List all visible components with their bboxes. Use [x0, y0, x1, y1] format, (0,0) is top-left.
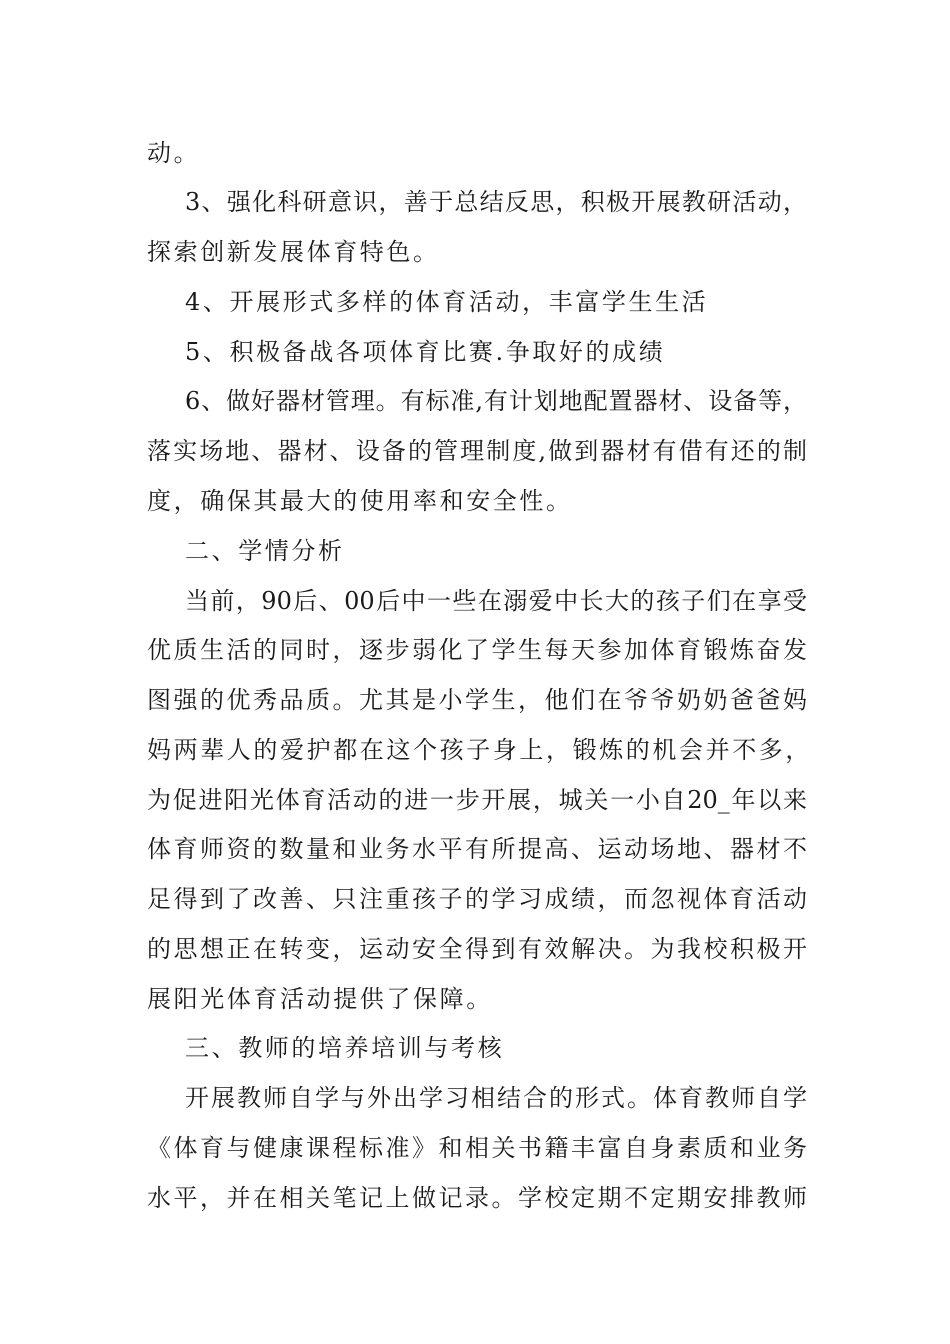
text-line: 探索创新发展体育特色。 [147, 238, 440, 266]
text-line: 动。 [147, 139, 201, 167]
text-line: 开展教师自学与外出学习相结合的形式。体育教师自学 [185, 1084, 807, 1112]
text-line: 优质生活的同时，逐步弱化了学生每天参加体育锻炼奋发 [147, 636, 807, 664]
text-line: 展阳光体育活动提供了保障。 [147, 985, 493, 1013]
text-line: 3、强化科研意识，善于总结反思，积极开展教研活动， [185, 188, 807, 216]
text-line: 4、开展形式多样的体育活动，丰富学生生活 [185, 288, 709, 316]
text-line: 《体育与健康课程标准》和相关书籍丰富自身素质和业务 [147, 1134, 807, 1162]
text-line: 体育师资的数量和业务水平有所提高、运动场地、器材不 [147, 835, 807, 863]
text-line: 落实场地、器材、设备的管理制度,做到器材有借有还的制 [147, 437, 807, 465]
text-line: 足得到了改善、只注重孩子的学习成绩，而忽视体育活动 [147, 885, 807, 913]
text-line: 水平，并在相关笔记上做记录。学校定期不定期安排教师 [147, 1184, 807, 1212]
text-line: 妈两辈人的爱护都在这个孩子身上，锻炼的机会并不多， [147, 736, 812, 764]
section-heading: 三、教师的培养培训与考核 [185, 1034, 505, 1062]
text-line: 图强的优秀品质。尤其是小学生，他们在爷爷奶奶爸爸妈 [147, 686, 807, 714]
text-line: 6、做好器材管理。有标准,有计划地配置器材、设备等， [185, 387, 807, 415]
section-heading: 二、学情分析 [185, 537, 345, 565]
text-line: 度，确保其最大的使用率和安全性。 [147, 487, 573, 515]
text-line: 为促进阳光体育活动的进一步开展，城关一小自20_年以来 [147, 786, 807, 814]
text-line: 当前，90后、00后中一些在溺爱中长大的孩子们在享受 [185, 587, 807, 615]
text-line: 5、积极备战各项体育比赛.争取好的成绩 [185, 338, 666, 366]
text-line: 的思想正在转变，运动安全得到有效解决。为我校积极开 [147, 935, 807, 963]
